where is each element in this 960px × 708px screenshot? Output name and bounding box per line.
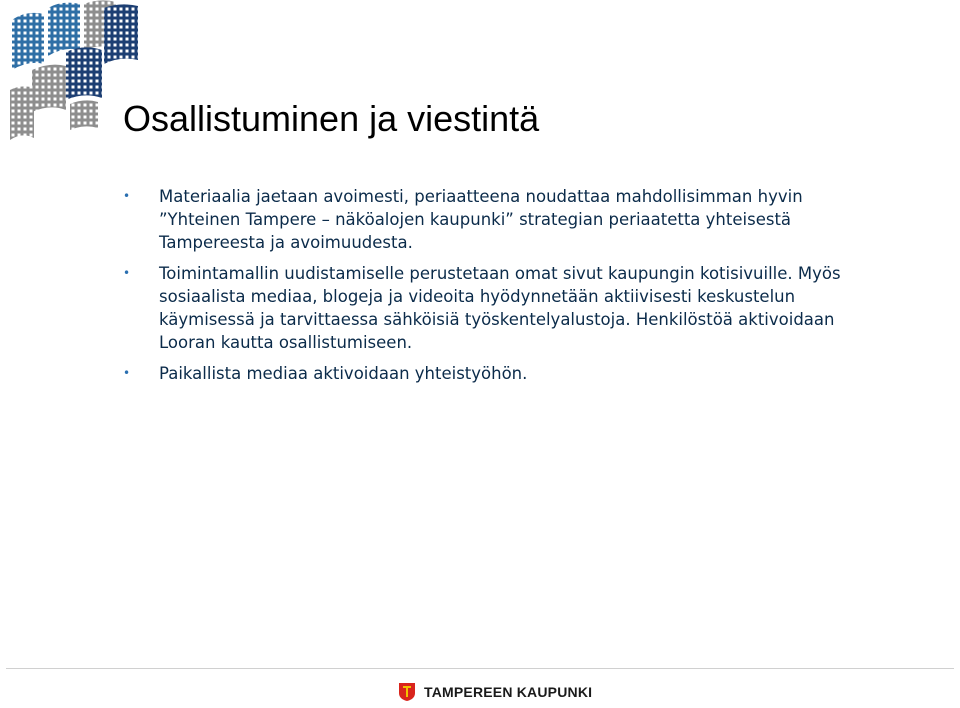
- tampere-wave-logo: [4, 0, 139, 140]
- bullet-icon: •: [123, 189, 131, 203]
- bullet-text-line: Paikallista mediaa aktivoidaan yhteistyöhön.: [159, 364, 528, 383]
- bullet-text-line: käymisessä ja tarvittaessa sähköisiä työskentelyalustoja. Henkilöstöä aktivoidaan: [159, 310, 835, 329]
- coat-of-arms-icon: [398, 682, 416, 702]
- bullet-icon: •: [123, 266, 131, 280]
- list-item: [123, 362, 943, 385]
- bullet-list: [123, 185, 943, 393]
- bullet-text-line: Toimintamallin uudistamiselle perustetaan omat sivut kaupungin kotisivuille. Myös: [159, 264, 841, 283]
- footer-divider: [6, 668, 954, 669]
- bullet-text-line: Tampereesta ja avoimuudesta.: [159, 233, 413, 252]
- footer-organization-name: TAMPEREEN KAUPUNKI: [424, 684, 593, 700]
- list-item: [123, 262, 943, 354]
- bullet-text-line: Materiaalia jaetaan avoimesti, periaatteena noudattaa mahdollisimman hyvin: [159, 187, 803, 206]
- bullet-text-line: ”Yhteinen Tampere – näköalojen kaupunki” strategian periaatetta yhteisestä: [159, 210, 792, 229]
- bullet-text-line: Looran kautta osallistumiseen.: [159, 333, 413, 352]
- bullet-text-line: sosiaalista mediaa, blogeja ja videoita hyödynnetään aktiivisesti keskustelun: [159, 287, 796, 306]
- footer-logo: [398, 682, 592, 702]
- page-title: Osallistuminen ja viestintä: [123, 98, 540, 139]
- bullet-icon: •: [123, 366, 131, 380]
- list-item: [123, 185, 943, 254]
